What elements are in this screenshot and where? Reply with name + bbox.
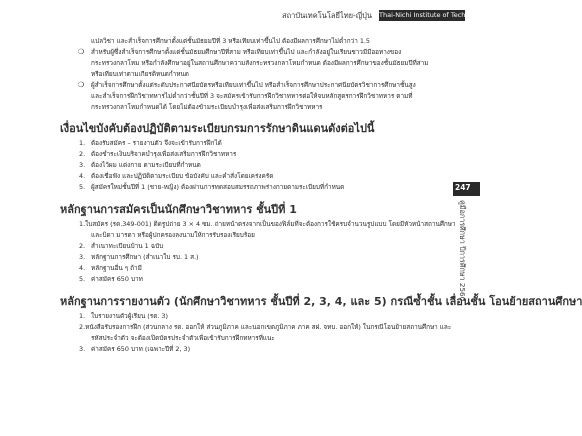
intro-line: แปลวิชา และสำเร็จการศึกษาตั้งแต่ชั้นมัธยมปีที่ 3 หรือเทียบเท่าขึ้นไป ต้องมีผลการศึกษาไม่ต่ำกว่า 1.5 bbox=[91, 37, 370, 45]
bullet-icon: ❍ bbox=[78, 48, 85, 56]
vertical-caption bbox=[459, 200, 467, 350]
bullet-1-line-1: สำหรับผู้ซึ่งสำเร็จการศึกษาตั้งแต่ชั้นมัธยมศึกษาปีที่สาม หรือเทียบเท่าขึ้นไป และกำลังอยู่ในเรียนชาวมีมืออทางของ bbox=[91, 48, 402, 56]
item-text: สำเนาทะเบียนบ้าน 1 ฉบับ bbox=[91, 242, 164, 250]
item-continuation: และบิดา มารดา หรือผู้ปกครองลงนามให้การรับรองเรียบร้อย bbox=[91, 231, 255, 239]
item-text: ค่าสมัคร 650 บาท bbox=[91, 275, 143, 283]
item-continuation: รหัสประจำตัว จะต้องเปิดบัตรประจำตัวเพื่อเข้ารับการฝึกทหารที่แนะ bbox=[91, 334, 275, 342]
page-header bbox=[0, 10, 488, 24]
section-1-item bbox=[60, 138, 448, 149]
section-2-item bbox=[60, 252, 448, 263]
bullet-1-line-2: กระทรวงกลาโหม หรือกำลังศึกษาอยู่ในสถานศึกษาความสังกระทรวงกลาโหมกำหนด ต้องมีผลการศึกษาของชั้นมัธยมปีที่สาม bbox=[91, 59, 429, 67]
section-2-item bbox=[60, 241, 448, 252]
section-3-item bbox=[60, 322, 452, 333]
item-text: หนังสือรับรองการฝึก (ส่วนกลาง รด. ออกให้ ส่วนภูมิภาค และนอกเขตภูมิภาค ภาค สฝ. จทบ. ออกให้) ในกรณีโอนย้ายสถานศึกษา และ bbox=[85, 323, 452, 331]
bullet-2-line-2: และสำเร็จการฝึกวิชาทหารไม่ต่ำกว่าชั้นปีที่ 3 จะสมัครเข้ารับการฝึกวิชาทหารต่อให้จบหลักสูตรการฝึกวิชาทหาร ตามที่ bbox=[91, 92, 413, 100]
item-number: 5. bbox=[79, 183, 86, 191]
section-2-item bbox=[60, 219, 456, 230]
section-1-title: เงื่อนไขบังคับต้องปฏิบัติตามระเบียบกรมการรักษาดินแดนดังต่อไปนี้ bbox=[60, 122, 375, 135]
section-3-title: หลักฐานการรายงานตัว (นักศึกษาวิชาทหาร ชั้นปีที่ 2, 3, 4, และ 5) กรณีซ้ำชั้น เลื่อนชั้น โอนย้ายสถานศึกษา bbox=[60, 295, 582, 308]
item-number: 5. bbox=[79, 275, 86, 283]
institute-name-thai: สถาบันเทคโนโลยีไทย-ญี่ปุ่น bbox=[282, 11, 373, 20]
item-number: 2. bbox=[79, 323, 86, 331]
bullet-item-1 bbox=[60, 47, 448, 80]
item-number: 1. bbox=[79, 220, 86, 228]
institute-name-badge: Thai-Nichi Institute of Technology bbox=[379, 11, 488, 19]
item-text: หลักฐานอื่น ๆ ถ้ามี bbox=[91, 264, 142, 272]
section-3-item bbox=[60, 344, 448, 355]
page-number: 247 bbox=[455, 183, 471, 192]
item-text: ผู้สมัครใหม่ชั้นปีที่ 1 (ชาย-หญิง) ต้องผ่านการทดสอบสมรรถภาพร่างกายตามระเบียบที่กำหนด bbox=[91, 183, 345, 191]
item-number: 3. bbox=[79, 253, 86, 261]
item-text: ต้องรับสมัคร – รายงานตัว จึงจะเข้ารับการฝึกได้ bbox=[91, 139, 222, 147]
bullet-2-line-3: กระทรวงกลาโหมกำหนดได้ โดยไม่ต้องข้ามระเบียบบำรุงเพื่อส่งเสริมการฝึกวิชาทหาร bbox=[91, 103, 323, 111]
item-text: ค่าสมัคร 650 บาท (เฉพาะปีที่ 2, 3) bbox=[91, 345, 191, 353]
bullet-2-line-1: ผู้สำเร็จการศึกษาตั้งแต่ระดับประกาศนียบัตรหรือเทียบเท่าขึ้นไป หรือสำเร็จการศึกษาประกาศนียบัตรวิชาการศึกษาชั้นสูง bbox=[91, 81, 416, 89]
section-2-item bbox=[60, 274, 448, 285]
section-1-item bbox=[60, 182, 448, 193]
section-1-item bbox=[60, 149, 448, 160]
vertical-caption-text: คู่มือการศึกษา ปีการศึกษา 2560 bbox=[458, 200, 467, 302]
item-number: 3. bbox=[79, 161, 86, 169]
item-text: ใบรายงานตัวผู้เรียน (รด. 3) bbox=[91, 312, 168, 320]
bullet-1-line-3: หรือเทียบเท่าตามเกียรติหนดกำหนด bbox=[91, 70, 189, 78]
section-2-title: หลักฐานการสมัครเป็นนักศึกษาวิชาทหาร ชั้นปีที่ 1 bbox=[60, 203, 297, 216]
bullet-item-2 bbox=[60, 80, 448, 113]
item-text: ต้องเชื่อฟัง และปฏิบัติตามระเบียบ ข้อบังคับ และคำสั่งโดยเคร่งครัด bbox=[91, 172, 274, 180]
item-number: 1. bbox=[79, 312, 86, 320]
item-text: หลักฐานการศึกษา (สำเนาใบ รบ. 1 ส.) bbox=[91, 253, 199, 261]
item-text: ต้องชำระเงินบริจาคบำรุงเพื่อส่งเสริมการฝึกวิชาทหาร bbox=[91, 150, 237, 158]
section-2-item bbox=[60, 263, 448, 274]
item-number: 4. bbox=[79, 172, 86, 180]
item-text: ใบสมัคร (รด.349-001) ติดรูปถ่าย 3 × 4 ซม. ถ่ายหน้าตรงจากเป็นของฟิล์มที่จะต้องการใช้ครบจำนวนรูปแบบ โดยมีหัวหน้าสถานศึกษา bbox=[85, 220, 456, 228]
item-number: 3. bbox=[79, 345, 86, 353]
item-number: 4. bbox=[79, 264, 86, 272]
item-text: ต้องไว้ผม แต่งกาย ตามระเบียบที่กำหนด bbox=[91, 161, 201, 169]
bullet-icon: ❍ bbox=[78, 81, 85, 89]
item-number: 2. bbox=[79, 242, 86, 250]
section-3-item bbox=[60, 311, 448, 322]
section-1-item bbox=[60, 160, 448, 171]
section-1-item bbox=[60, 171, 448, 182]
item-number: 2. bbox=[79, 150, 86, 158]
item-number: 1. bbox=[79, 139, 86, 147]
